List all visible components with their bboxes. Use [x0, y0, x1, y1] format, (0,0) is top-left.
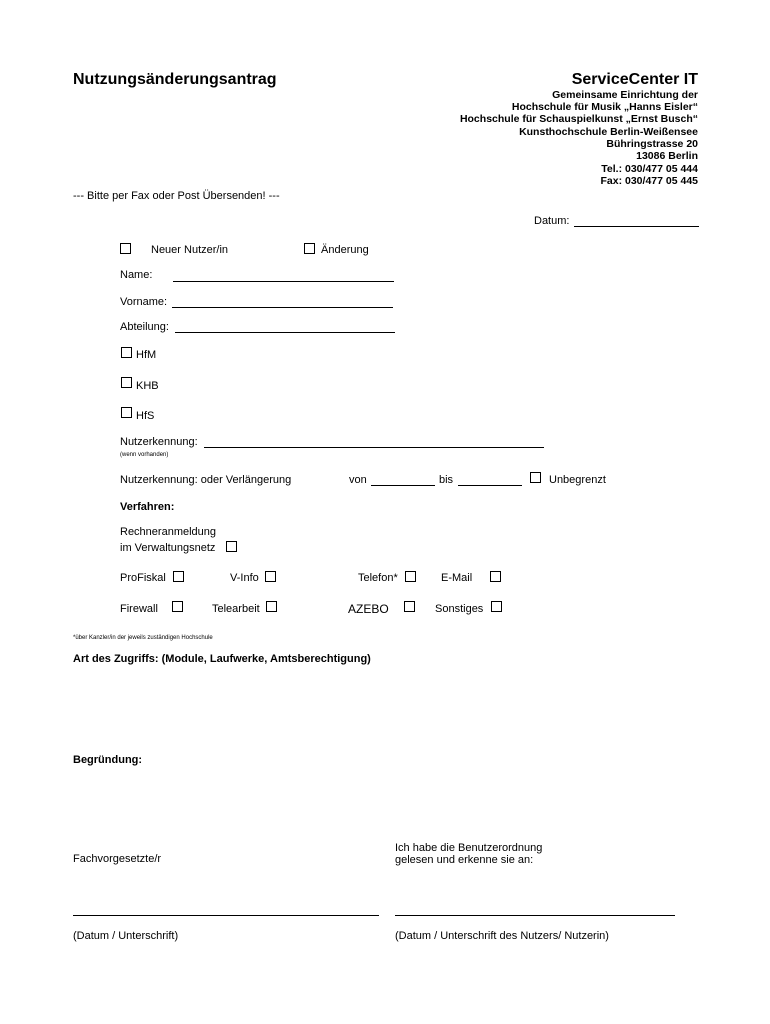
address-line: Fax: 030/477 05 445 — [600, 175, 698, 187]
hfs-checkbox[interactable] — [121, 407, 132, 418]
user-id-field-line[interactable] — [204, 447, 544, 448]
firewall-checkbox[interactable] — [172, 601, 183, 612]
address-line: Hochschule für Schauspielkunst „Ernst Busch“ — [459, 113, 698, 125]
telearbeit-checkbox[interactable] — [266, 601, 277, 612]
new-user-checkbox[interactable] — [120, 243, 131, 254]
to-date-line[interactable] — [458, 485, 522, 486]
email-label: E-Mail — [441, 572, 473, 584]
azebo-label: AZEBO — [348, 602, 389, 616]
supervisor-signature-line[interactable] — [73, 915, 379, 916]
address-line: Bühringstrasse 20 — [606, 138, 698, 150]
new-user-label: Neuer Nutzer/in — [151, 244, 229, 256]
footnote: *über Kanzler/in der jeweils zuständigen Hochschule — [73, 635, 213, 641]
hfm-label: HfM — [136, 349, 157, 361]
telefon-label: Telefon* — [358, 572, 398, 584]
name-field-line[interactable] — [173, 281, 394, 282]
abteilung-label: Abteilung: — [120, 321, 169, 333]
profiskal-checkbox[interactable] — [173, 571, 184, 582]
telearbeit-label: Telearbeit — [212, 603, 260, 615]
change-checkbox[interactable] — [304, 243, 315, 254]
date-field-line[interactable] — [574, 226, 699, 227]
vinfo-label: V-Info — [230, 572, 259, 584]
address-line: Tel.: 030/477 05 444 — [601, 163, 698, 175]
user-signature-line[interactable] — [395, 915, 675, 916]
user-signature-caption: (Datum / Unterschrift des Nutzers/ Nutzerin) — [395, 930, 609, 942]
document-title: Nutzungsänderungsantrag — [73, 71, 277, 88]
user-id-label: Nutzerkennung: — [120, 436, 198, 448]
vorname-label: Vorname: — [120, 296, 168, 308]
address-line: Kunsthochschule Berlin-Weißensee — [519, 126, 698, 138]
extension-label: Nutzerkennung: oder Verlängerung — [120, 474, 292, 486]
hfs-label: HfS — [136, 410, 155, 422]
firewall-label: Firewall — [120, 603, 158, 615]
abteilung-field-line[interactable] — [175, 332, 395, 333]
instruction-text: --- Bitte per Fax oder Post Übersenden! --- — [73, 190, 280, 202]
user-id-hint: (wenn vorhanden) — [120, 452, 169, 458]
change-label: Änderung — [321, 244, 369, 256]
khb-checkbox[interactable] — [121, 377, 132, 388]
sonstiges-checkbox[interactable] — [491, 601, 502, 612]
supervisor-signature-caption: (Datum / Unterschrift) — [73, 930, 179, 942]
profiskal-label: ProFiskal — [120, 572, 166, 584]
to-label: bis — [439, 474, 454, 486]
hfm-checkbox[interactable] — [121, 347, 132, 358]
reason-heading: Begründung: — [73, 754, 143, 766]
user-acknowledgement-line1: Ich habe die Benutzerordnung — [395, 842, 543, 854]
rechner-checkbox[interactable] — [226, 541, 237, 552]
azebo-checkbox[interactable] — [404, 601, 415, 612]
procedures-heading: Verfahren: — [120, 501, 175, 513]
name-label: Name: — [120, 269, 153, 281]
vinfo-checkbox[interactable] — [265, 571, 276, 582]
from-label: von — [349, 474, 367, 486]
unlimited-label: Unbegrenzt — [549, 474, 606, 486]
telefon-checkbox[interactable] — [405, 571, 416, 582]
vorname-field-line[interactable] — [172, 307, 393, 308]
address-line: Hochschule für Musik „Hanns Eisler“ — [511, 101, 698, 113]
khb-label: KHB — [136, 380, 159, 392]
user-acknowledgement-line2: gelesen und erkenne sie an: — [395, 854, 534, 866]
access-heading: Art des Zugriffs: (Module, Laufwerke, Amtsberechtigung) — [73, 653, 371, 665]
from-date-line[interactable] — [371, 485, 435, 486]
sonstiges-label: Sonstiges — [435, 603, 484, 615]
org-name: ServiceCenter IT — [571, 71, 698, 88]
supervisor-label: Fachvorgesetzte/r — [73, 853, 162, 865]
unlimited-checkbox[interactable] — [530, 472, 541, 483]
address-line: 13086 Berlin — [636, 150, 698, 162]
address-line: Gemeinsame Einrichtung der — [552, 89, 698, 101]
date-label: Datum: — [534, 215, 570, 227]
email-checkbox[interactable] — [490, 571, 501, 582]
rechner-label-line1: Rechneranmeldung — [120, 526, 217, 538]
rechner-label-line2: im Verwaltungsnetz — [120, 542, 216, 554]
